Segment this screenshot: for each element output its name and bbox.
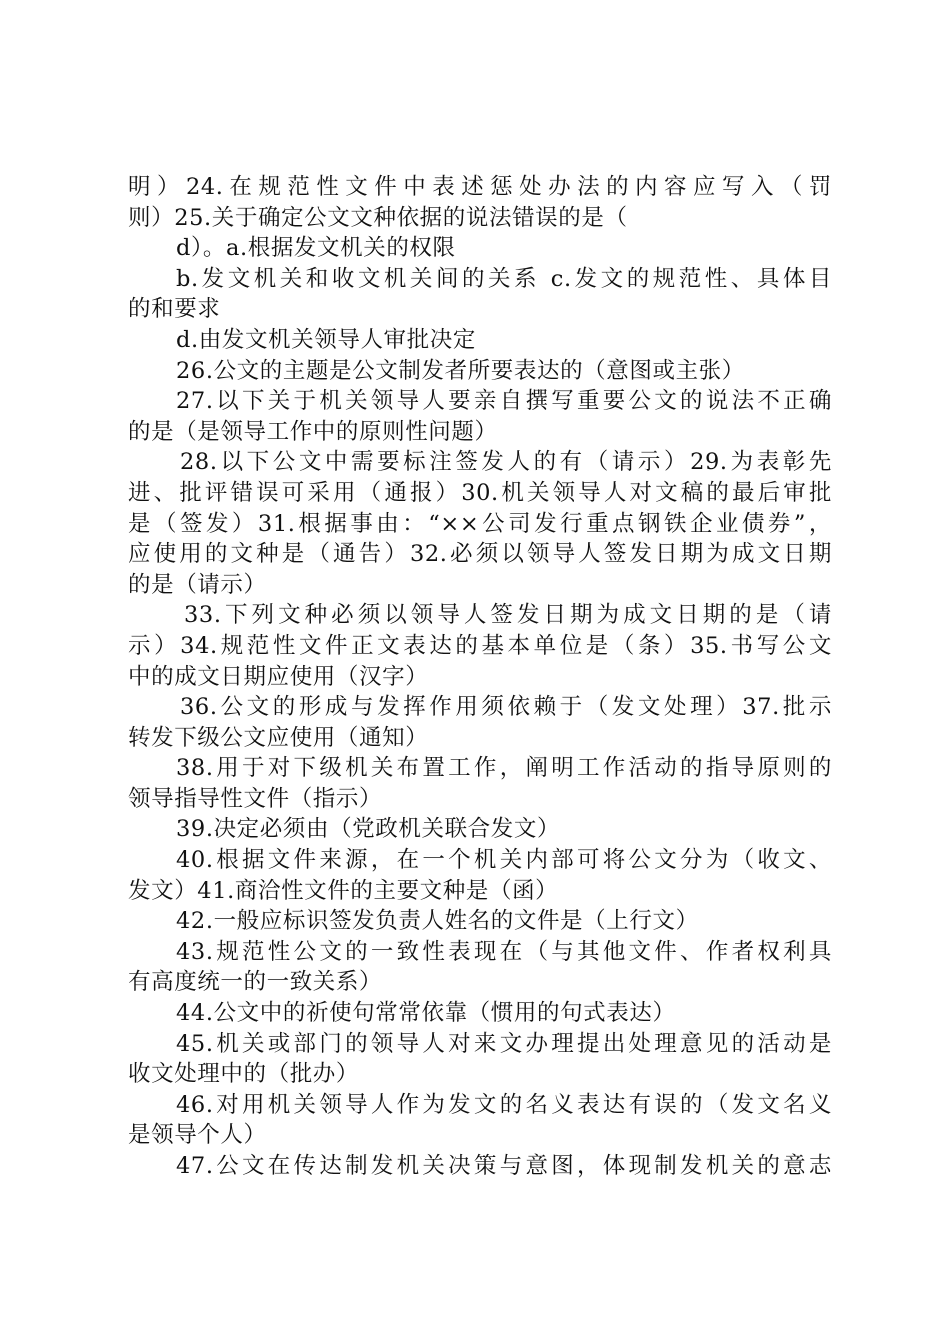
text-line: 发文）41.商洽性文件的主要文种是（函）: [128, 877, 559, 904]
text-line: 示）34.规范性文件正文表达的基本单位是（条）35.书写公文: [128, 632, 832, 659]
text-line: 是（签发）31.根据事由：“××公司发行重点钢铁企业债券”，: [128, 510, 832, 537]
text-line: 28.以下公文中需要标注签发人的有（请示）29.为表彰先: [180, 449, 832, 476]
text-line: 42.一般应标识签发负责人姓名的文件是（上行文）: [176, 908, 699, 935]
text-line: 27.以下关于机关领导人要亲自撰写重要公文的说法不正确: [176, 388, 832, 415]
document-body: [128, 172, 832, 1182]
text-line: 26.公文的主题是公文制发者所要表达的（意图或主张）: [176, 357, 745, 384]
text-line: 是领导个人）: [128, 1122, 267, 1149]
text-line: 的是（是领导工作中的原则性问题）: [128, 418, 498, 445]
text-line: 46.对用机关领导人作为发文的名义表达有误的（发文名义: [176, 1091, 832, 1118]
text-line: 39.决定必须由（党政机关联合发文）: [176, 816, 561, 843]
text-line: 应使用的文种是（通告）32.必须以领导人签发日期为成文日期: [128, 541, 832, 568]
text-line: 中的成文日期应使用（汉字）: [128, 663, 429, 690]
text-line: d.由发文机关领导人审批决定: [176, 326, 476, 353]
text-line: 的是（请示）: [128, 571, 267, 598]
text-line: 的和要求: [128, 296, 221, 323]
text-line: 40.根据文件来源，在一个机关内部可将公文分为（收文、: [176, 847, 832, 874]
text-line: 进、批评错误可采用（通报）30.机关领导人对文稿的最后审批: [128, 479, 832, 506]
text-line: 领导指导性文件（指示）: [128, 785, 383, 812]
text-line: 转发下级公文应使用（通知）: [128, 724, 429, 751]
text-line: 有高度统一的一致关系）: [128, 969, 383, 996]
text-line: 44.公文中的祈使句常常依靠（惯用的句式表达）: [176, 1000, 676, 1027]
text-line: 43.规范性公文的一致性表现在（与其他文件、作者权利具: [176, 938, 832, 965]
text-line: 则）25.关于确定公文文种依据的说法错误的是（: [128, 204, 628, 231]
text-line: 38.用于对下级机关布置工作，阐明工作活动的指导原则的: [176, 755, 832, 782]
text-line: 47.公文在传达制发机关决策与意图，体现制发机关的意志: [176, 1153, 832, 1179]
text-line: 45.机关或部门的领导人对来文办理提出处理意见的活动是: [176, 1030, 832, 1057]
text-line: d）。a.根据发文机关的权限: [176, 235, 456, 262]
text-line: 明）24.在规范性文件中表述惩处办法的内容应写入（罚: [128, 174, 832, 200]
text-line: 收文处理中的（批办）: [128, 1061, 360, 1088]
text-line: b.发文机关和收文机关间的关系 c.发文的规范性、具体目: [176, 265, 832, 292]
text-line: 36.公文的形成与发挥作用须依赖于（发文处理）37.批示: [180, 694, 832, 721]
text-line: 33.下列文种必须以领导人签发日期为成文日期的是（请: [184, 602, 832, 629]
